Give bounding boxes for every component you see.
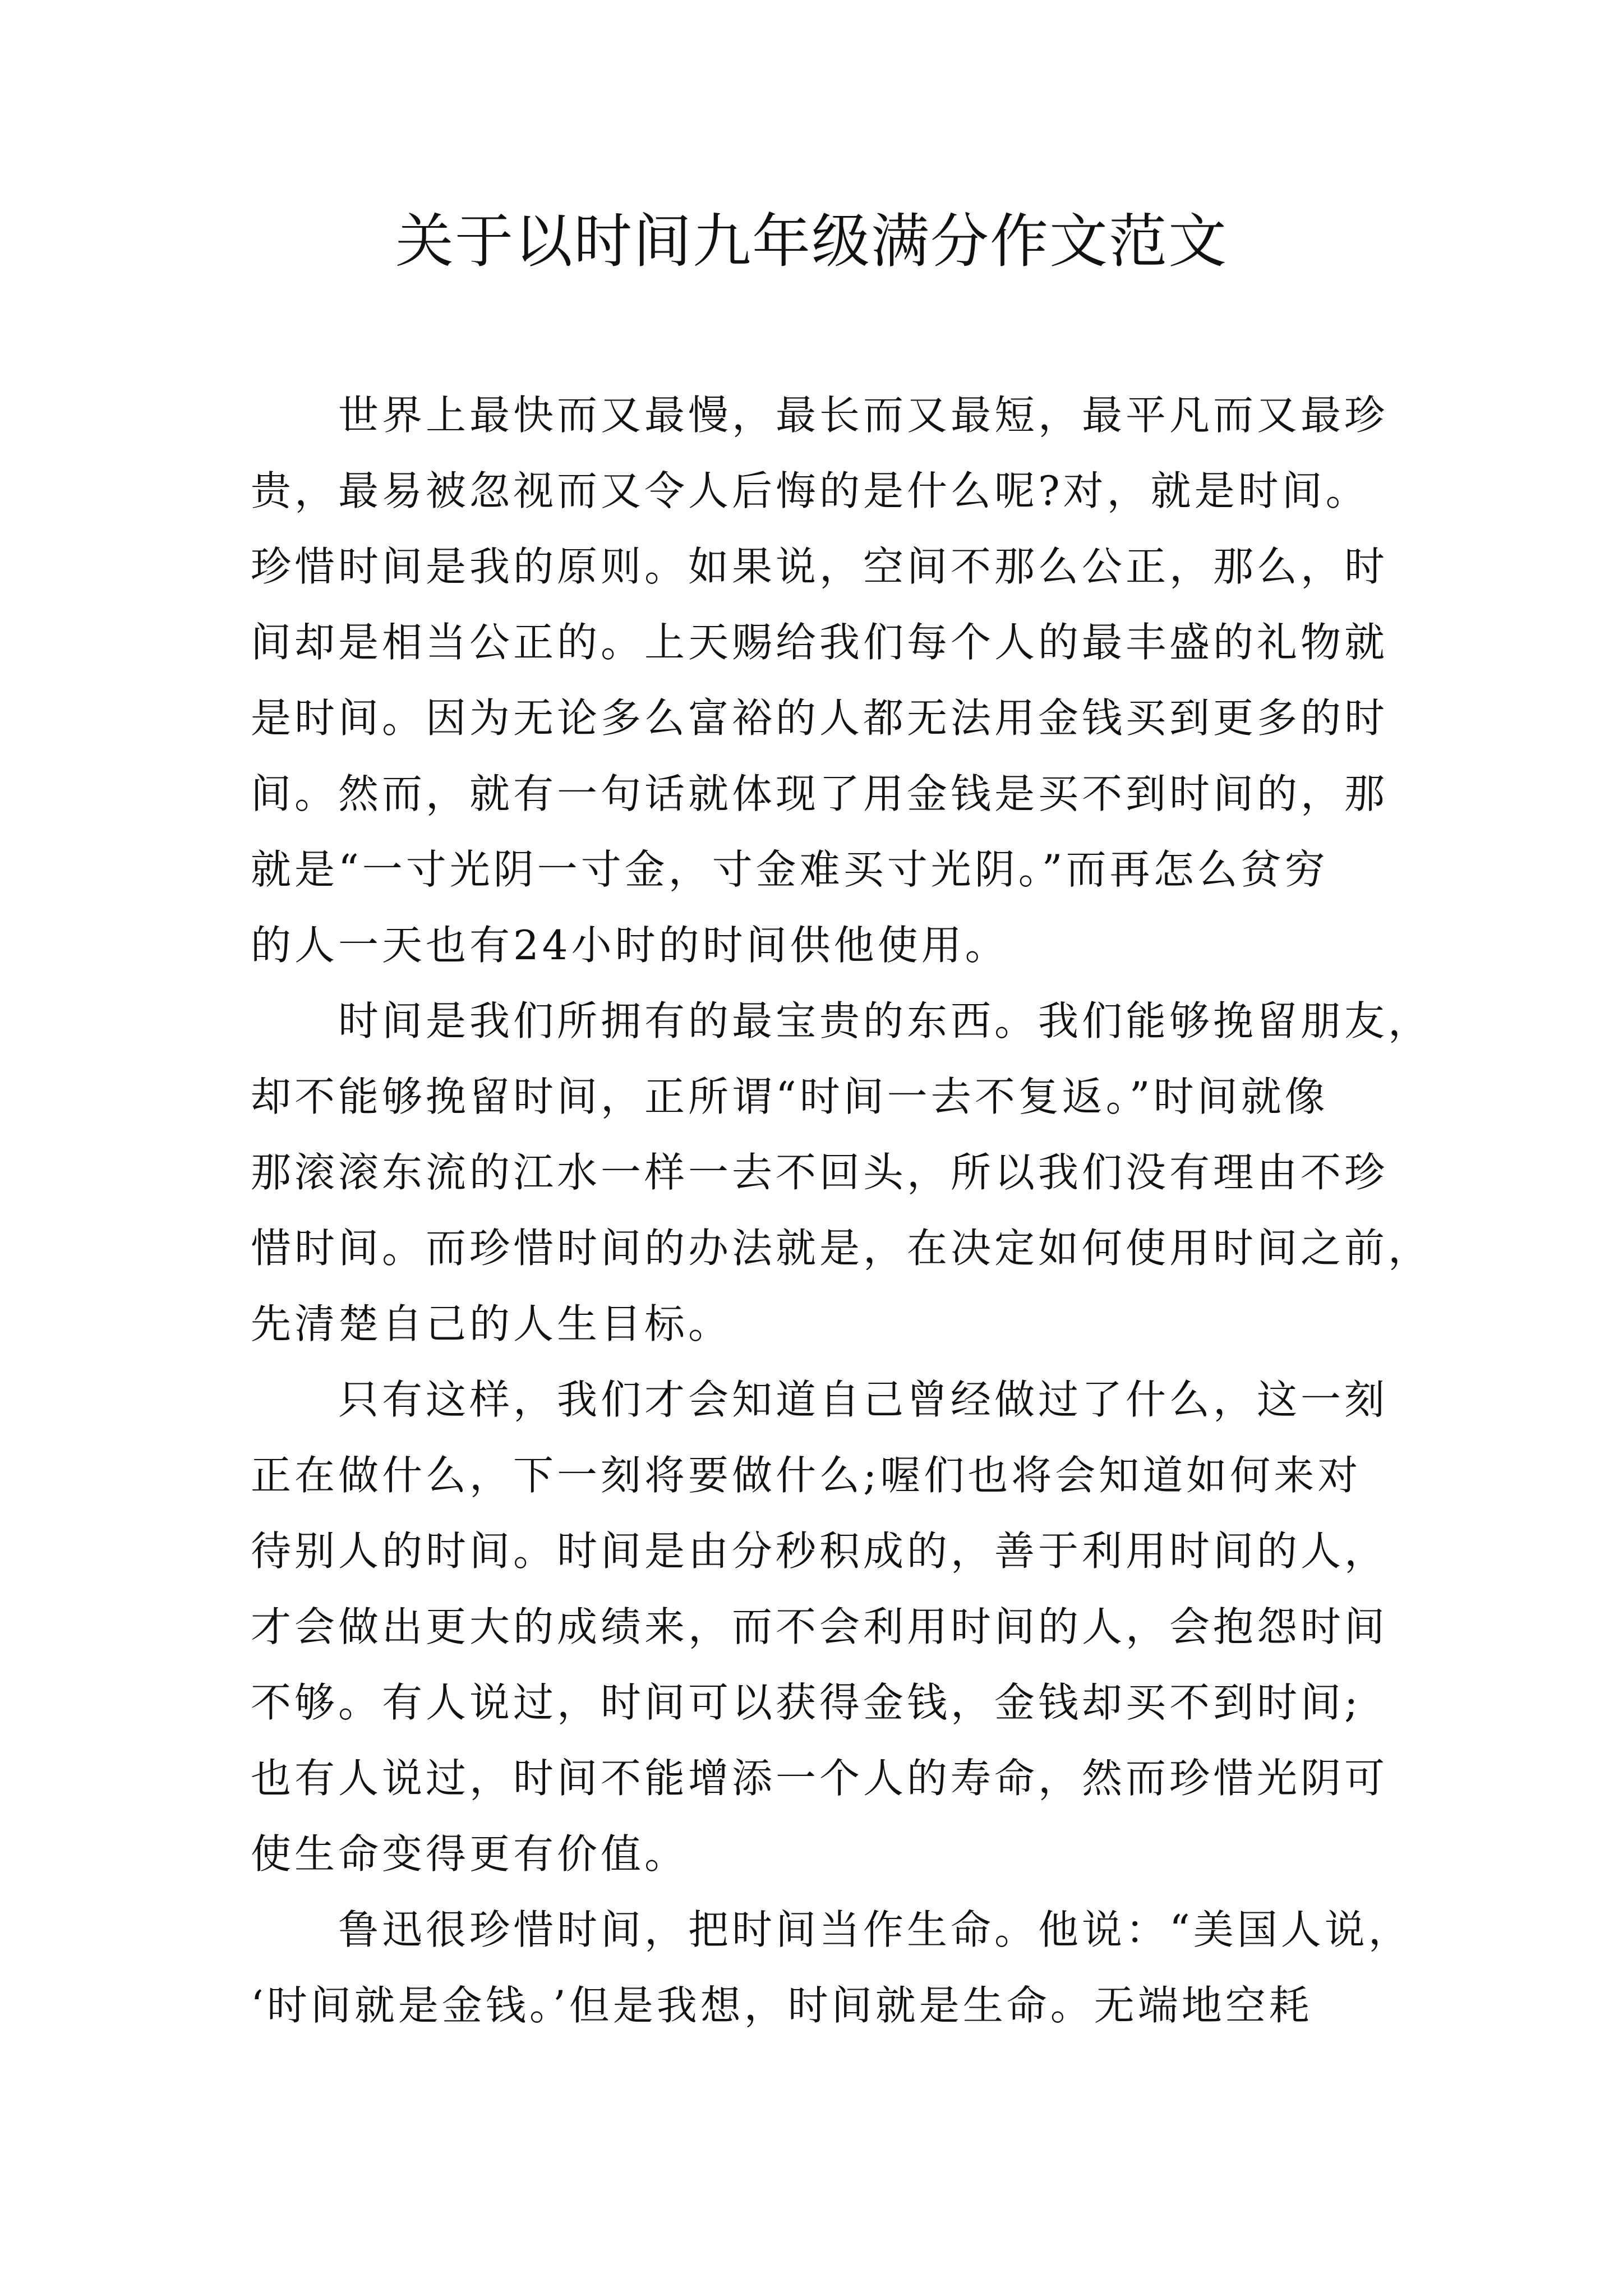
- paragraph-1-line-1: 世界上最快而又最慢，最长而又最短，最平凡而又最珍: [338, 392, 1389, 439]
- paragraph-1-line-5: 是时间。因为无论多么富裕的人都无法用金钱买到更多的时: [251, 694, 1389, 742]
- paragraph-2-line-1: 时间是我们所拥有的最宝贵的东西。我们能够挽留朋友，: [338, 997, 1432, 1045]
- paragraph-1-line-8: 的人一天也有24小时的时间供他使用。: [251, 922, 1009, 969]
- paragraph-2-line-5: 先清楚自己的人生目标。: [251, 1300, 732, 1347]
- paragraph-2-line-3: 那滚滚东流的江水一样一去不回头，所以我们没有理由不珍: [251, 1149, 1389, 1196]
- paragraph-1-line-2: 贵，最易被忽视而又令人后悔的是什么呢?对，就是时间。: [251, 467, 1370, 514]
- paragraph-3-line-1: 只有这样，我们才会知道自己曾经做过了什么，这一刻: [338, 1376, 1389, 1423]
- paragraph-2-line-4: 惜时间。而珍惜时间的办法就是，在决定如何使用时间之前，: [251, 1225, 1432, 1272]
- document-title: 关于以时间九年级满分作文范文: [395, 207, 1228, 275]
- paragraph-4-line-2: ‘时间就是金钱。’但是我想，时间就是生命。无端地空耗: [251, 1982, 1313, 2029]
- paragraph-3-line-5: 不够。有人说过，时间可以获得金钱，金钱却买不到时间;: [251, 1679, 1362, 1726]
- paragraph-3-line-6: 也有人说过，时间不能增添一个人的寿命，然而珍惜光阴可: [251, 1755, 1389, 1802]
- paragraph-3-line-2: 正在做什么，下一刻将要做什么;喔们也将会知道如何来对: [251, 1452, 1362, 1499]
- paragraph-4-line-1: 鲁迅很珍惜时间，把时间当作生命。他说：“美国人说，: [338, 1906, 1412, 1953]
- paragraph-1-line-3: 珍惜时间是我的原则。如果说，空间不那么公正，那么，时: [251, 543, 1389, 590]
- paragraph-1-line-4: 间却是相当公正的。上天赐给我们每个人的最丰盛的礼物就: [251, 619, 1389, 666]
- paragraph-1-line-7: 就是“一寸光阴一寸金，寸金难买寸光阴。”而再怎么贫穷: [251, 846, 1329, 893]
- paragraph-1-line-6: 间。然而，就有一句话就体现了用金钱是买不到时间的，那: [251, 770, 1389, 817]
- paragraph-3-line-7: 使生命变得更有价值。: [251, 1830, 689, 1878]
- paragraph-2-line-2: 却不能够挽留时间，正所谓“时间一去不复返。”时间就像: [251, 1073, 1329, 1120]
- paragraph-3-line-4: 才会做出更大的成绩来，而不会利用时间的人，会抱怨时间: [251, 1603, 1389, 1650]
- paragraph-3-line-3: 待别人的时间。时间是由分秒积成的，善于利用时间的人，: [251, 1527, 1389, 1575]
